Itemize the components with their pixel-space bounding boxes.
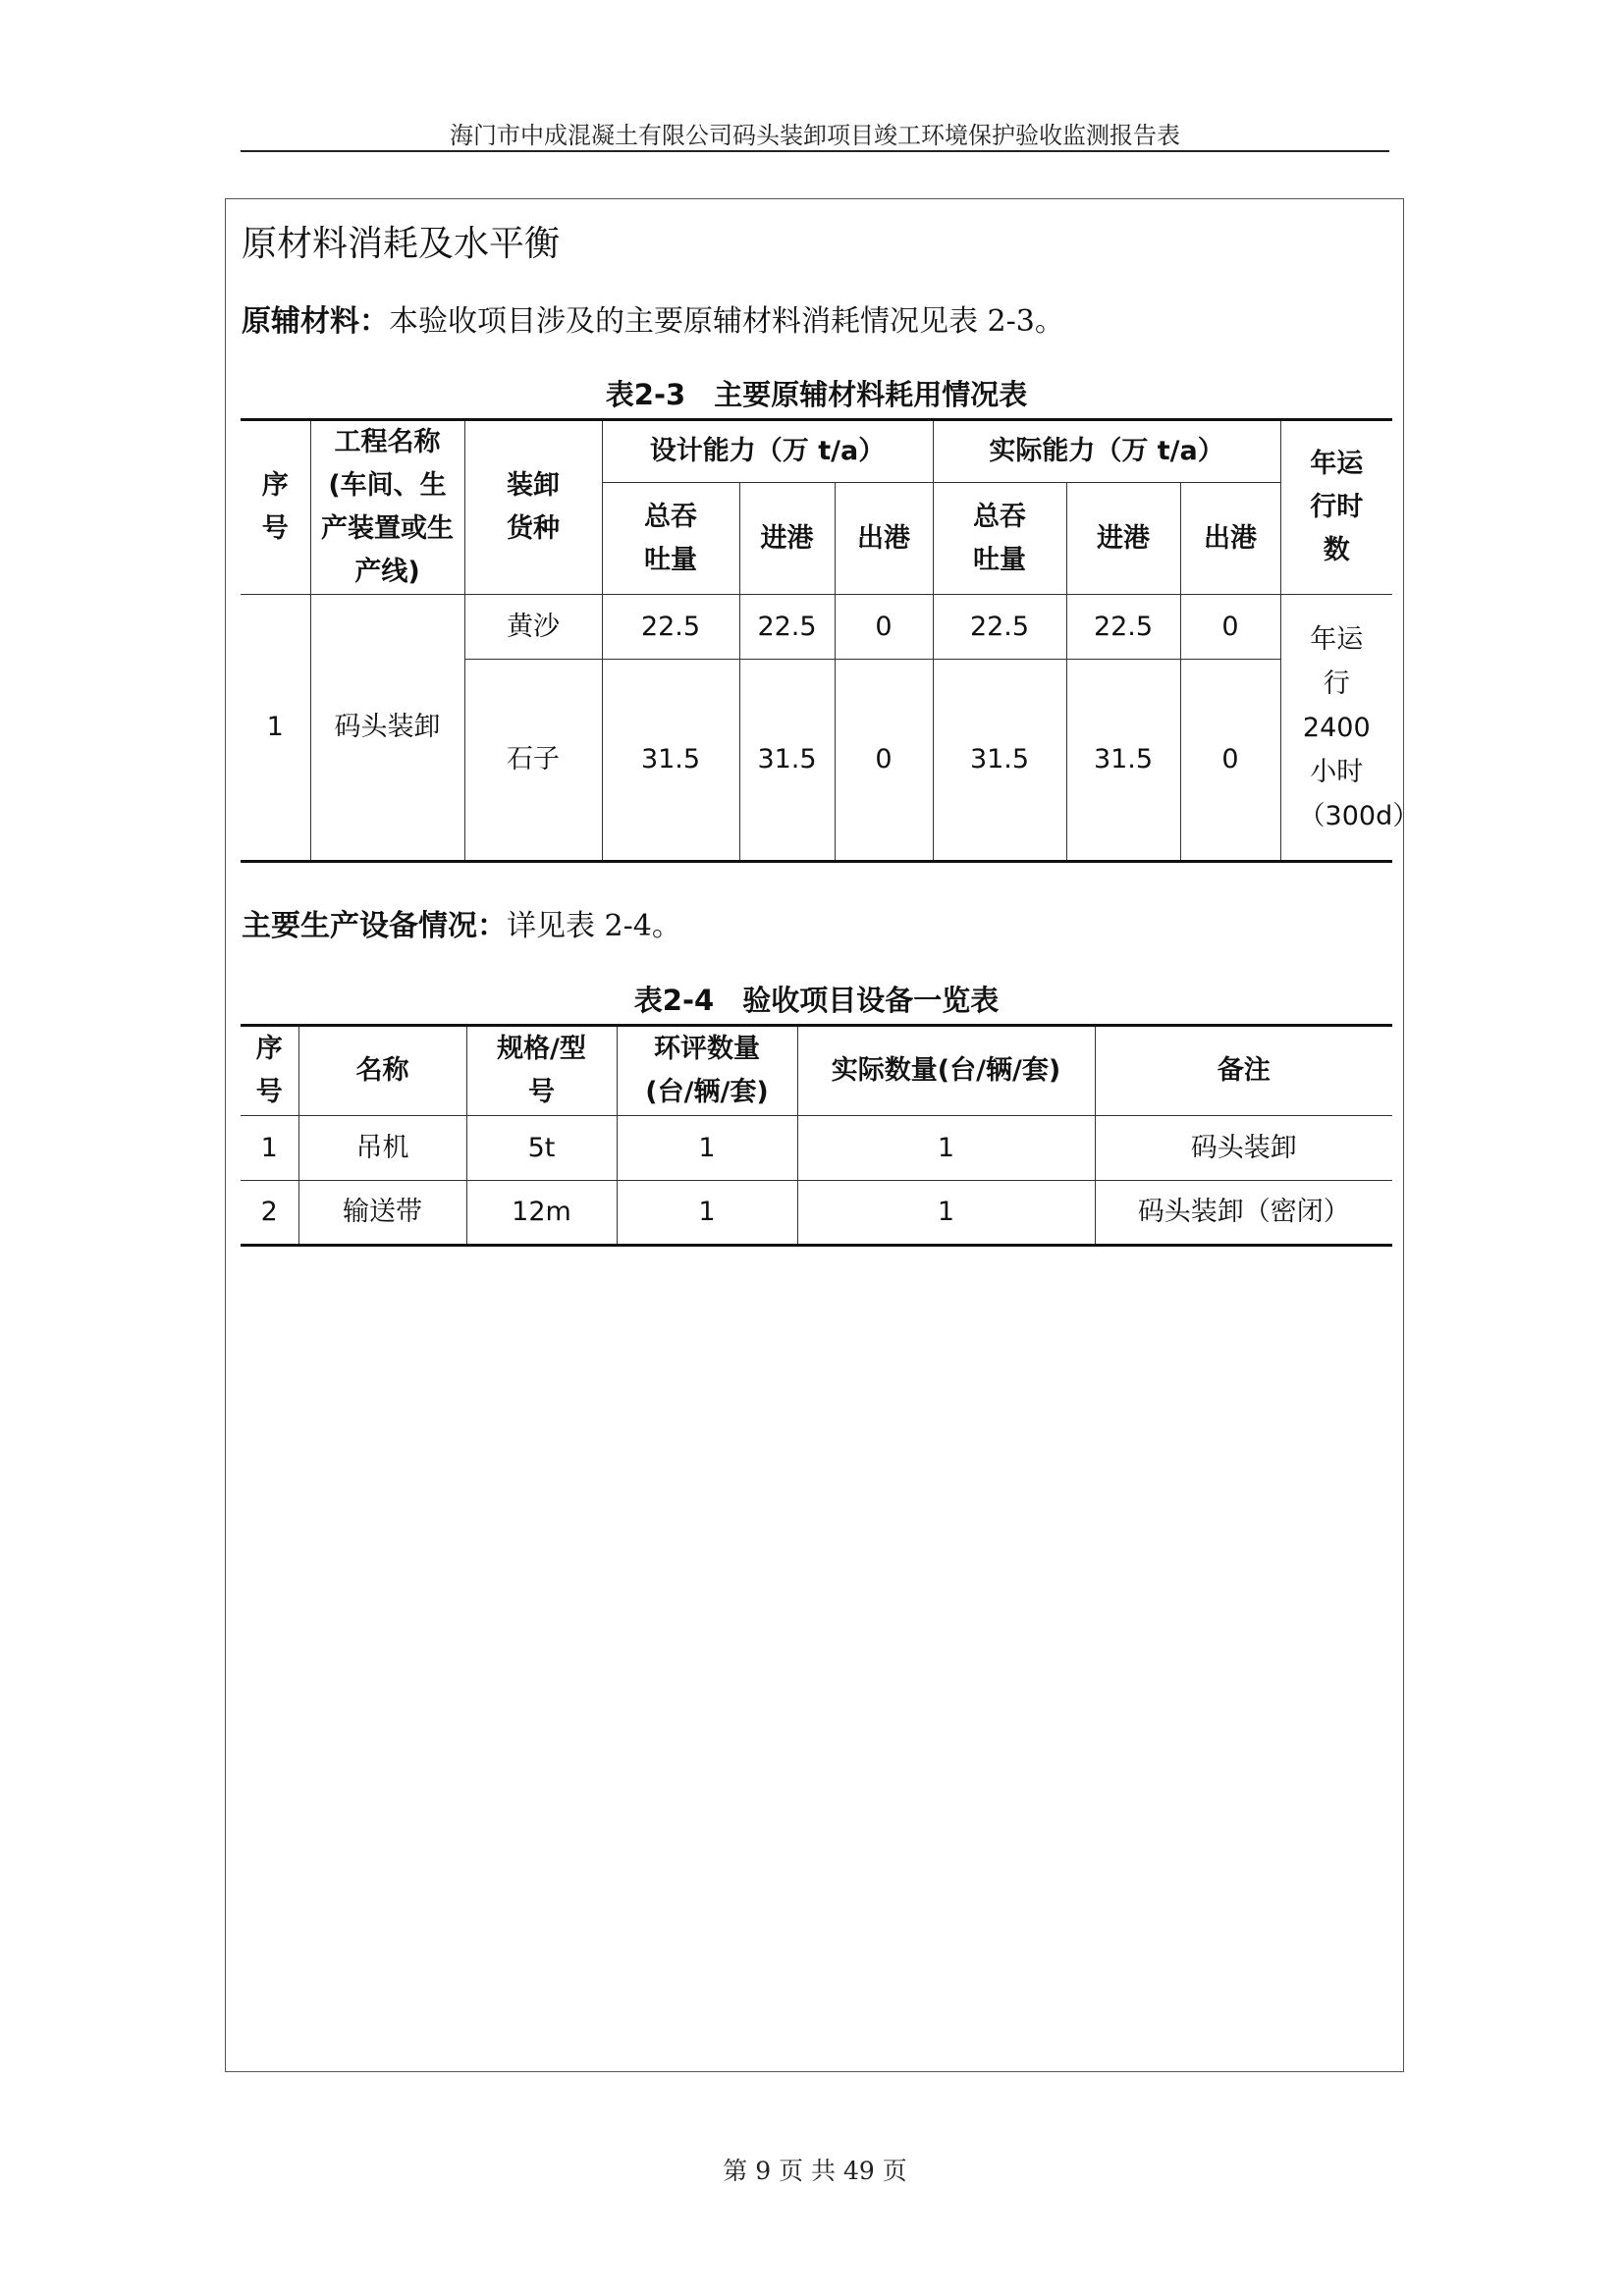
cell-name: 吊机	[298, 1116, 466, 1181]
col-header-actual-qty: 实际数量(台/辆/套)	[797, 1026, 1095, 1116]
cell-value: 31.5	[1066, 660, 1180, 862]
cell-seq: 1	[241, 1116, 298, 1181]
cell-value: 22.5	[739, 595, 835, 660]
col-header-project: 工程名称(车间、生产装置或生产线)	[310, 420, 464, 595]
table-2-3	[241, 418, 1420, 863]
running-header: 海门市中成混凝土有限公司码头装卸项目竣工环境保护验收监测报告表	[450, 122, 1180, 149]
cell-note: 码头装卸	[1095, 1116, 1392, 1181]
col-header-design-capacity: 设计能力（万 t/a）	[602, 420, 933, 483]
cell-value: 31.5	[602, 660, 739, 862]
cell-value: 31.5	[933, 660, 1066, 862]
col-header-seq: 序号	[241, 1026, 298, 1116]
table-2-4	[241, 1024, 1392, 1247]
cell-value: 31.5	[739, 660, 835, 862]
cell-seq: 1	[241, 595, 310, 862]
cell-value: 0	[1180, 595, 1280, 660]
cell-cargo: 黄沙	[464, 595, 602, 660]
raw-materials-text: 本验收项目涉及的主要原辅材料消耗情况见表 2-3。	[389, 304, 1064, 339]
cell-note: 码头装卸（密闭）	[1095, 1181, 1392, 1246]
cell-project: 码头装卸	[310, 595, 464, 862]
col-header-spec: 规格/型号	[466, 1026, 617, 1116]
cell-name: 输送带	[298, 1181, 466, 1246]
col-header-name: 名称	[298, 1026, 466, 1116]
cell-value: 0	[1180, 660, 1280, 862]
cell-value: 0	[835, 595, 933, 660]
equipment-paragraph	[242, 901, 681, 944]
col-header-note: 备注	[1095, 1026, 1392, 1116]
col-header-seq: 序号	[241, 420, 310, 595]
col-header-design-outbound: 出港	[835, 483, 933, 595]
cell-annual-hours: 年运行2400小时（300d）	[1280, 595, 1392, 862]
col-header-actual-outbound: 出港	[1180, 483, 1280, 595]
table-2-3-caption: 表2-3 主要原辅材料耗用情况表	[605, 378, 1028, 411]
col-header-eia-qty: 环评数量(台/辆/套)	[617, 1026, 797, 1116]
cell-value: 22.5	[602, 595, 739, 660]
col-header-design-inbound: 进港	[739, 483, 835, 595]
col-header-cargo: 装卸货种	[464, 420, 602, 595]
cell-actual-qty: 1	[797, 1181, 1095, 1246]
equipment-text: 详见表 2-4。	[507, 909, 681, 943]
cell-cargo: 石子	[464, 660, 602, 862]
cell-spec: 12m	[466, 1181, 617, 1246]
col-header-annual-hours: 年运行时数	[1280, 420, 1392, 595]
raw-materials-label: 原辅材料：	[242, 304, 389, 339]
col-header-design-throughput: 总吞吐量	[602, 483, 739, 595]
cell-actual-qty: 1	[797, 1116, 1095, 1181]
raw-materials-paragraph	[242, 296, 1064, 340]
cell-eia-qty: 1	[617, 1181, 797, 1246]
col-header-actual-inbound: 进港	[1066, 483, 1180, 595]
section-title: 原材料消耗及水平衡	[242, 224, 561, 264]
table-2-4-caption: 表2-4 验收项目设备一览表	[633, 984, 1000, 1017]
page-footer: 第 9 页 共 49 页	[723, 2157, 907, 2185]
header-rule	[241, 150, 1389, 152]
cell-value: 22.5	[1066, 595, 1180, 660]
cell-spec: 5t	[466, 1116, 617, 1181]
col-header-actual-throughput: 总吞吐量	[933, 483, 1066, 595]
equipment-label: 主要生产设备情况：	[242, 909, 507, 943]
cell-value: 22.5	[933, 595, 1066, 660]
cell-seq: 2	[241, 1181, 298, 1246]
cell-eia-qty: 1	[617, 1116, 797, 1181]
cell-value: 0	[835, 660, 933, 862]
col-header-actual-capacity: 实际能力（万 t/a）	[933, 420, 1280, 483]
